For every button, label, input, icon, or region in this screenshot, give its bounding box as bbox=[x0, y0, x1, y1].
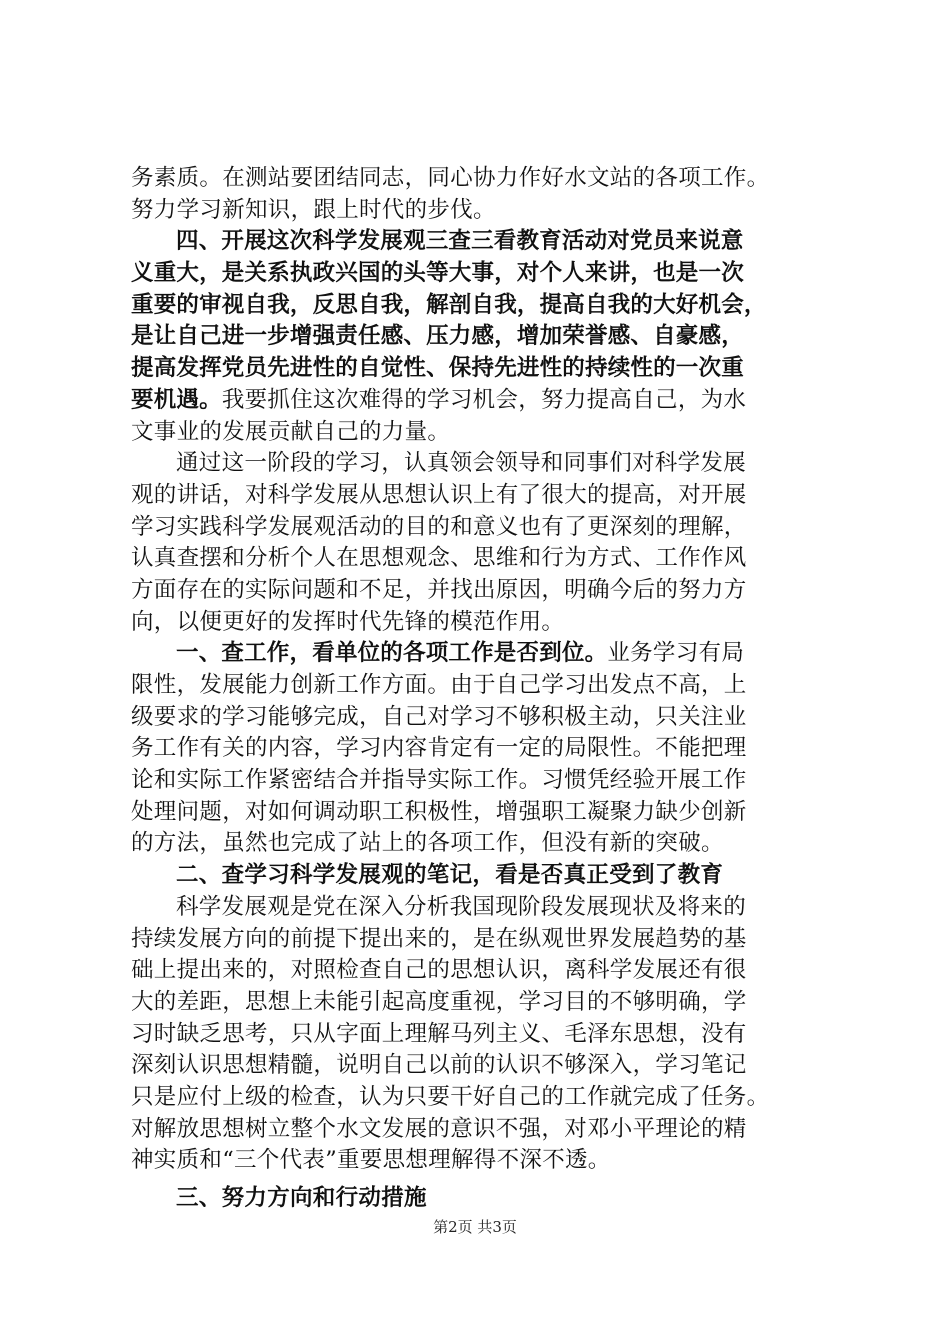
section-one-line bbox=[131, 638, 829, 670]
section-four-line: 义重大，是关系执政兴国的头等大事，对个人来讲，也是一次 bbox=[131, 260, 744, 287]
paragraph-line: 习时缺乏思考，只从字面上理解马列主义、毛泽东思想，没有 bbox=[131, 1020, 747, 1047]
paragraph-line: 只是应付上级的检查，认为只要干好自己的工作就完成了任务。 bbox=[131, 1083, 770, 1110]
section-three-heading: 三、努力方向和行动措施 bbox=[176, 1185, 427, 1211]
paragraph-line: 处理问题，对如何调动职工积极性，增强职工凝聚力缺少创新 bbox=[131, 798, 747, 825]
paragraph-line: 向，以便更好的发挥时代先锋的模范作用。 bbox=[131, 608, 565, 635]
section-four-line: 提高发挥党员先进性的自觉性、保持先进性的持续性的一次重 bbox=[131, 355, 744, 382]
document-body bbox=[131, 163, 829, 1215]
paragraph-line: 神实质和“三个代表”重要思想理解得不深不透。 bbox=[131, 1147, 611, 1174]
section-one-text-fragment: 业务学习有局 bbox=[607, 640, 745, 667]
section-four-line: 重要的审视自我，反思自我，解剖自我，提高自我的大好机会， bbox=[131, 291, 767, 318]
paragraph-line: 级要求的学习能够完成，自己对学习不够积极主动，只关注业 bbox=[131, 703, 747, 730]
paragraph-line: 务素质。在测站要团结同志，同心协力作好水文站的各项工作。 bbox=[131, 165, 770, 191]
paragraph-line: 科学发展观是党在深入分析我国现阶段发展现状及将来的 bbox=[176, 893, 747, 920]
paragraph-line: 对解放思想树立整个水文发展的意识不强，对邓小平理论的精 bbox=[131, 1115, 747, 1142]
section-four-line: 是让自己进一步增强责任感、压力感，增加荣誉感、自豪感， bbox=[131, 323, 744, 350]
paragraph-line: 文事业的发展贡献自己的力量。 bbox=[131, 418, 451, 445]
paragraph-line: 深刻认识思想精髓，说明自己以前的认识不够深入，学习笔记 bbox=[131, 1052, 747, 1079]
section-four-normal-fragment: 我要抓住这次难得的学习机会，努力提高自己，为水 bbox=[221, 386, 747, 413]
section-four-line: 四、开展这次科学发展观三查三看教育活动对党员来说意 bbox=[176, 228, 744, 255]
paragraph-line: 限性，发展能力创新工作方面。由于自己学习出发点不高，上 bbox=[131, 672, 747, 698]
section-two-heading: 二、查学习科学发展观的笔记，看是否真正受到了教育 bbox=[176, 862, 724, 889]
paragraph-line: 通过这一阶段的学习，认真领会领导和同事们对科学发展 bbox=[176, 450, 747, 477]
paragraph-line: 方面存在的实际问题和不足，并找出原因，明确今后的努力方 bbox=[131, 576, 747, 603]
page-number-footer: 第2页 共3页 bbox=[433, 1218, 517, 1236]
paragraph-line: 的方法，虽然也完成了站上的各项工作，但没有新的突破。 bbox=[131, 830, 724, 857]
paragraph-line: 观的讲话，对科学发展从思想认识上有了很大的提高，对开展 bbox=[131, 481, 747, 508]
paragraph-line: 论和实际工作紧密结合并指导实际工作。习惯凭经验开展工作 bbox=[131, 767, 747, 794]
section-one-heading: 一、查工作，看单位的各项工作是否到位。 bbox=[176, 640, 608, 667]
paragraph-line: 认真查摆和分析个人在思想观念、思维和行为方式、工作作风 bbox=[131, 545, 747, 572]
paragraph-line: 务工作有关的内容，学习内容肯定有一定的局限性。不能把理 bbox=[131, 735, 747, 762]
paragraph-line: 持续发展方向的前提下提出来的，是在纵观世界发展趋势的基 bbox=[131, 925, 747, 952]
section-four-mixed-line bbox=[131, 385, 829, 417]
section-four-bold-fragment: 要机遇。 bbox=[131, 386, 222, 413]
paragraph-line: 大的差距，思想上未能引起高度重视，学习目的不够明确，学 bbox=[131, 988, 747, 1015]
paragraph-line: 努力学习新知识，跟上时代的步伐。 bbox=[131, 196, 496, 223]
paragraph-line: 础上提出来的，对照检查自己的思想认识，离科学发展还有很 bbox=[131, 957, 747, 984]
paragraph-line: 学习实践科学发展观活动的目的和意义也有了更深刻的理解， bbox=[131, 513, 747, 540]
